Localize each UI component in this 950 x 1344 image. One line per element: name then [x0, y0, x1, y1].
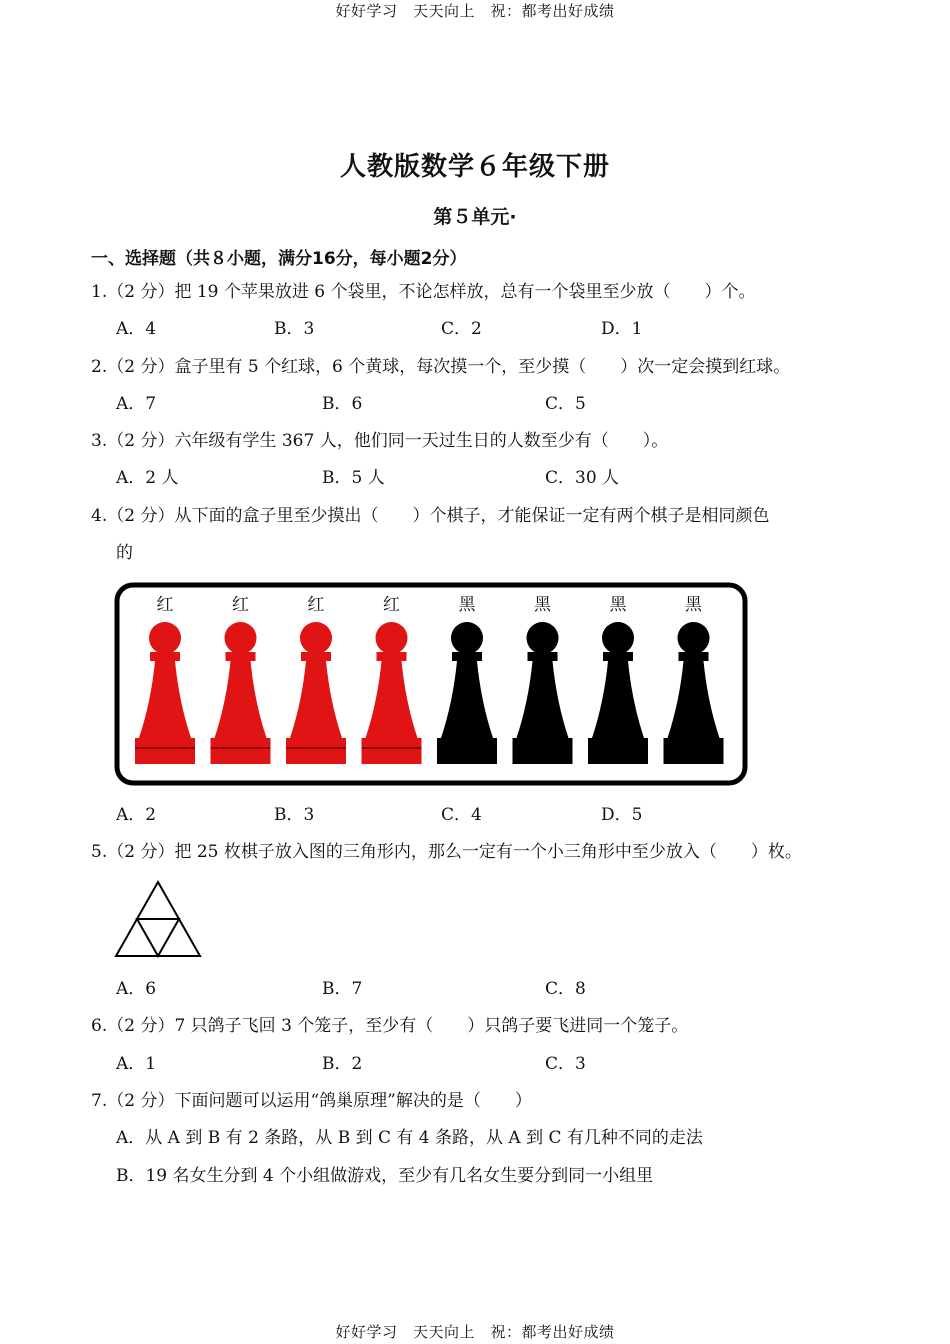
q5-option-b: B．7	[322, 979, 363, 999]
q5-option-a: A．6	[116, 979, 157, 999]
q1-option-c: C．2	[441, 319, 482, 339]
question-4-stem-continued: 的	[116, 543, 133, 563]
chess-piece-label: 黑	[609, 595, 627, 615]
chess-piece-label: 红	[156, 595, 174, 615]
question-5-stem: 5.（2 分）把 25 枚棋子放入图的三角形内，那么一定有一个小三角形中至少放入（ ）枚。	[91, 842, 802, 862]
q5-option-c: C．8	[545, 979, 586, 999]
q2-option-b: B．6	[322, 394, 363, 414]
section-heading: 一、选择题（共８小题，满分16分，每小题2分）	[91, 249, 467, 269]
chess-piece-label: 红	[307, 595, 325, 615]
header-motto: 好好学习 天天向上 祝：都考出好成绩	[335, 2, 615, 20]
q1-option-b: B．3	[274, 319, 315, 339]
unit-title: 第５单元·	[433, 206, 517, 228]
q3-option-a: A．2 人	[116, 468, 179, 488]
question-2-stem: 2.（2 分）盒子里有 5 个红球，6 个黄球，每次摸一个，至少摸（ ）次一定会摸到红球。	[91, 357, 791, 377]
q3-option-b: B．5 人	[322, 468, 385, 488]
triangle-figure	[114, 880, 202, 958]
page-title: 人教版数学６年级下册	[339, 152, 610, 182]
chess-piece-label: 黑	[685, 595, 702, 615]
q1-option-d: D．1	[601, 319, 643, 339]
q6-option-c: C．3	[545, 1054, 586, 1074]
chess-piece-label: 红	[383, 595, 400, 615]
chess-piece-label: 黑	[534, 595, 551, 615]
q4-option-d: D．5	[601, 805, 643, 825]
q7-option-a: A．从 A 到 B 有 2 条路，从 B 到 C 有 4 条路，从 A 到 C 有几种不同的走法	[116, 1128, 703, 1148]
chess-pieces-box	[114, 582, 748, 786]
chess-piece-label: 黑	[458, 595, 476, 615]
chess-piece-label: 红	[232, 595, 249, 615]
q6-option-b: B．2	[322, 1054, 363, 1074]
question-7-stem: 7.（2 分）下面问题可以运用“鸽巢原理”解决的是（ ）	[91, 1091, 532, 1111]
q7-option-b: B．19 名女生分到 4 个小组做游戏，至少有几名女生要分到同一小组里	[116, 1166, 654, 1186]
question-4-stem: 4.（2 分）从下面的盒子里至少摸出（ ）个棋子，才能保证一定有两个棋子是相同颜色	[91, 506, 770, 526]
q4-option-b: B．3	[274, 805, 315, 825]
q2-option-c: C．5	[545, 394, 586, 414]
question-6-stem: 6.（2 分）7 只鸽子飞回 3 个笼子，至少有（ ）只鸽子要飞进同一个笼子。	[91, 1016, 689, 1036]
question-1-stem: 1.（2 分）把 19 个苹果放进 6 个袋里，不论怎样放，总有一个袋里至少放（ ）个。	[91, 282, 756, 302]
q4-option-a: A．2	[116, 805, 157, 825]
q3-option-c: C．30 人	[545, 468, 620, 488]
question-3-stem: 3.（2 分）六年级有学生 367 人，他们同一天过生日的人数至少有（ ）。	[91, 431, 669, 451]
footer-motto: 好好学习 天天向上 祝：都考出好成绩	[335, 1323, 615, 1341]
q6-option-a: A．1	[116, 1054, 157, 1074]
q1-option-a: A．4	[116, 319, 157, 339]
q2-option-a: A．7	[116, 394, 157, 414]
q4-option-c: C．4	[441, 805, 482, 825]
